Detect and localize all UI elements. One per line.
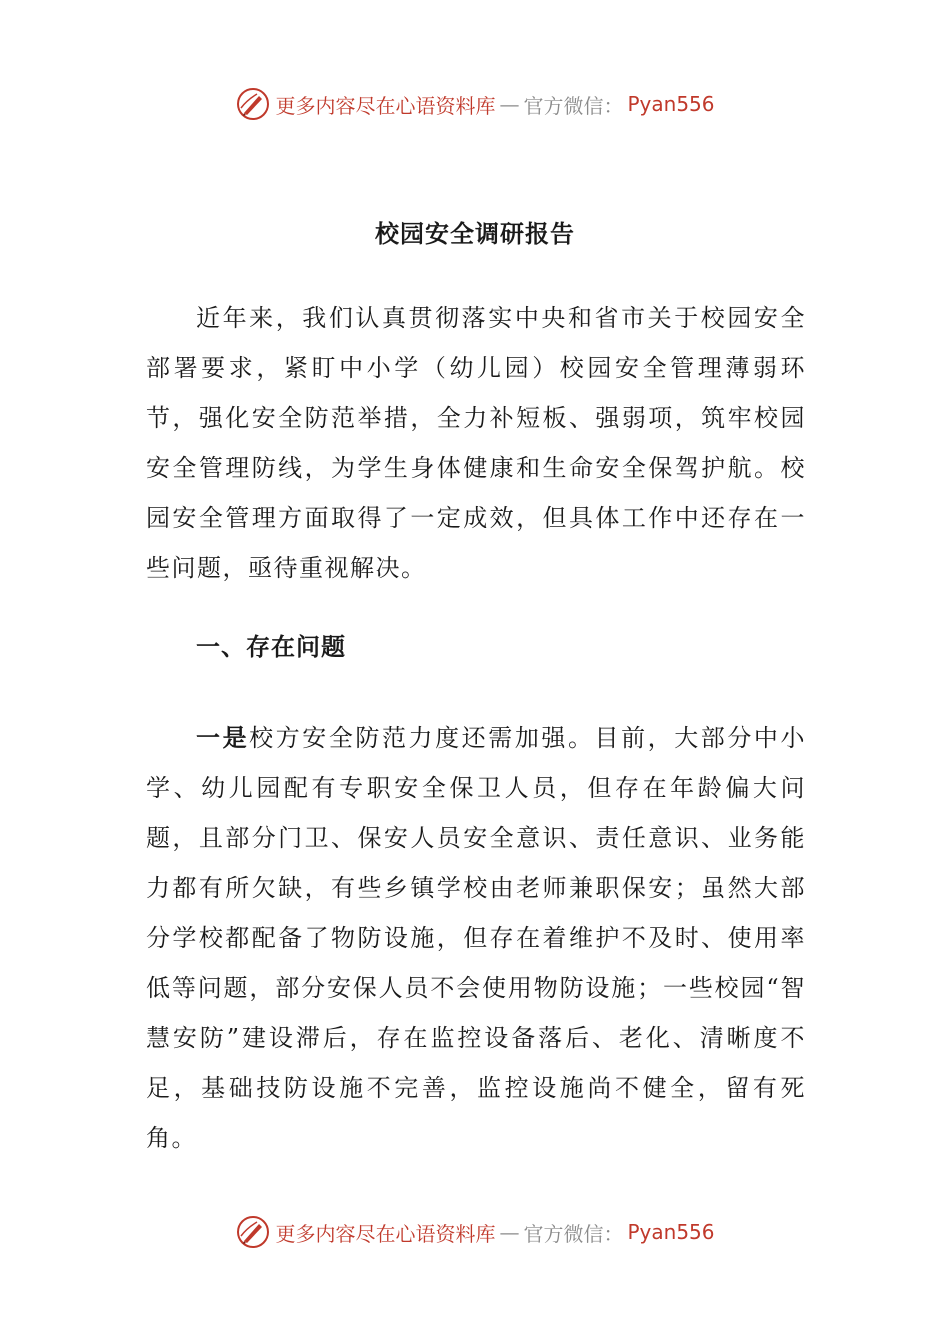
watermark-account: Pyan556 <box>627 92 715 116</box>
pen-logo-icon <box>235 86 271 122</box>
watermark-account: Pyan556 <box>627 1220 715 1244</box>
header-watermark <box>0 84 950 124</box>
document-title: 校园安全调研报告 <box>375 219 575 248</box>
watermark-label: 官方微信： <box>523 93 624 118</box>
watermark-brand: 更多内容尽在心语资料库 <box>275 1221 496 1246</box>
issue-lead: 一是 <box>196 723 250 752</box>
section-heading: 一、存在问题 <box>196 632 346 661</box>
issue-text: 校方安全防范力度还需加强。目前，大部分中小学、幼儿园配有专职安全保卫人员，但存在年龄偏大问题，且部分门卫、保安人员安全意识、责任意识、业务能力都有所欠缺，有些乡镇学校由老师兼职保安；虽然大部分学校都配备了物防设施，但存在着维护不及时、使用率低等问题，部分安保人员不会使用物防设施；一些校园“智慧安防”建设滞后，存在监控设备落后、老化、清晰度不足，基础技防设施不完善，监控设施尚不健全，留有死角。 <box>146 724 807 1152</box>
issue-paragraph <box>146 713 806 1163</box>
footer-watermark <box>0 1212 950 1252</box>
watermark-brand: 更多内容尽在心语资料库 <box>275 93 496 118</box>
watermark-separator: — <box>499 92 520 116</box>
pen-logo-icon <box>235 1214 271 1250</box>
watermark-separator: — <box>499 1220 520 1244</box>
intro-paragraph: 近年来，我们认真贯彻落实中央和省市关于校园安全部署要求，紧盯中小学（幼儿园）校园安全管理薄弱环节，强化安全防范举措，全力补短板、强弱项，筑牢校园安全管理防线，为学生身体健康和生命安全保驾护航。校园安全管理方面取得了一定成效，但具体工作中还存在一些问题，亟待重视解决。 <box>146 304 806 582</box>
watermark-label: 官方微信： <box>523 1221 624 1246</box>
